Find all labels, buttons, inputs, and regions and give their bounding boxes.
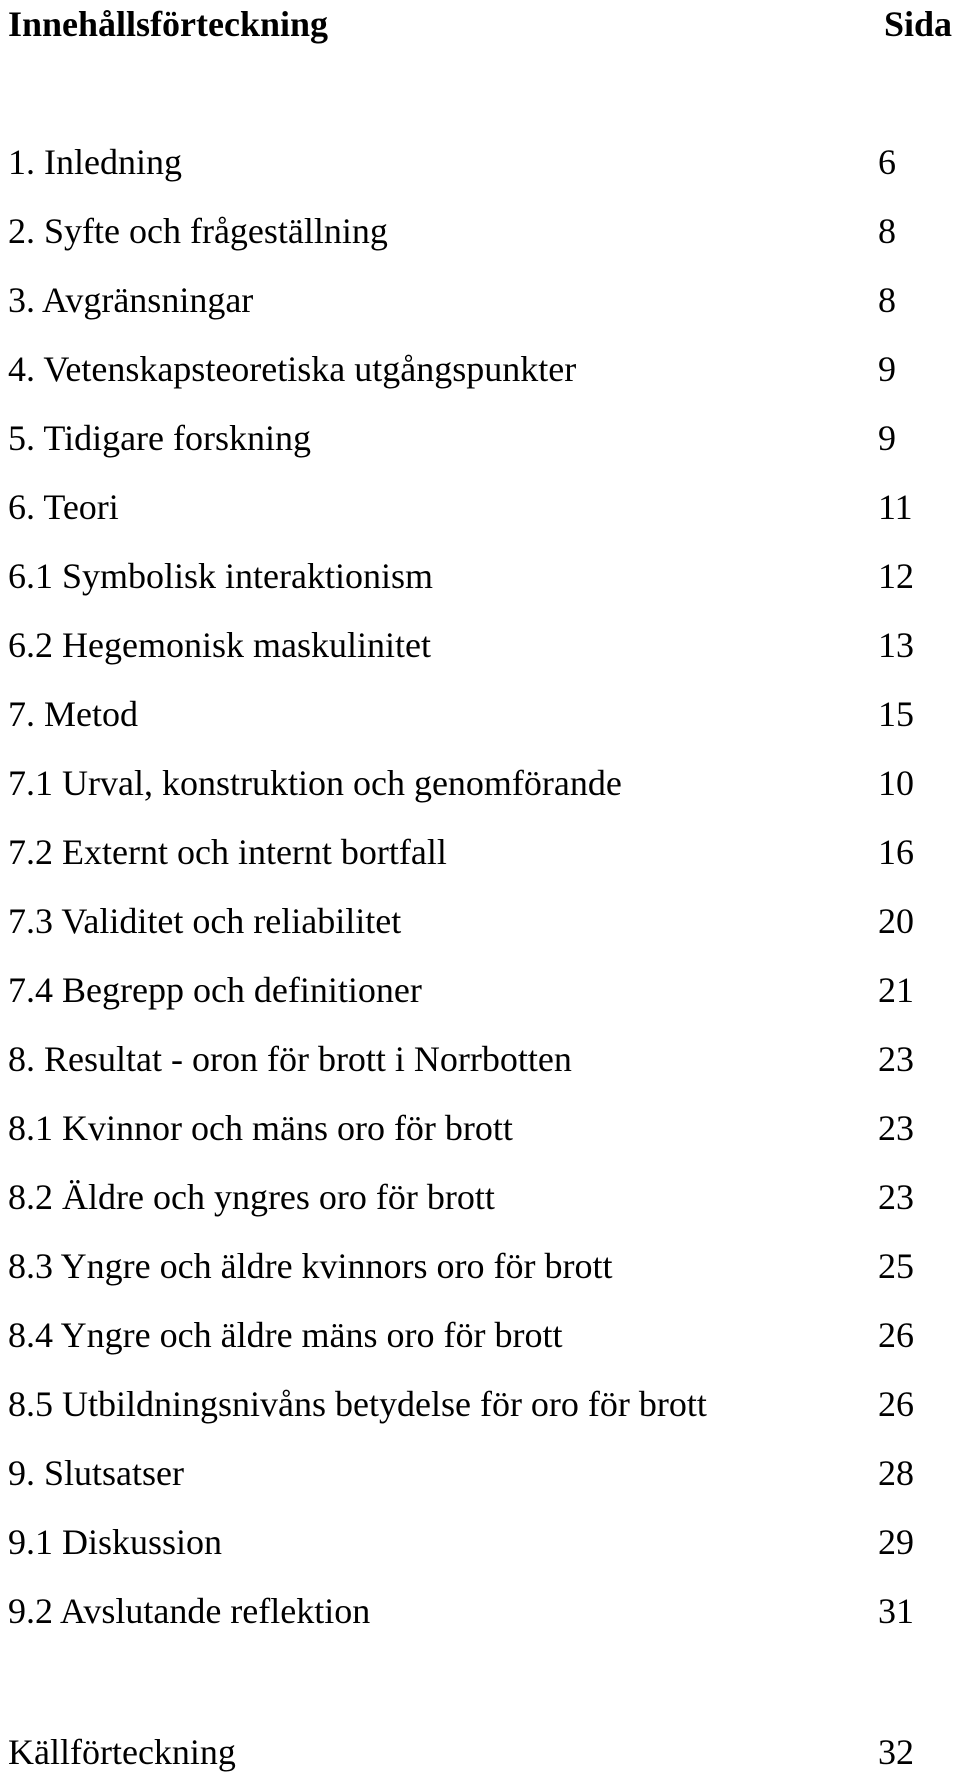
- toc-entry-title: 5. Tidigare forskning: [8, 418, 312, 458]
- toc-entry-title: 7.1 Urval, konstruktion och genomförande: [8, 763, 622, 803]
- toc-entry: [8, 278, 952, 347]
- toc-entry-title: 4. Vetenskapsteoretiska utgångspunkter: [8, 349, 577, 389]
- toc-entry-title: 8.1 Kvinnor och mäns oro för brott: [8, 1108, 513, 1148]
- toc-entry: [8, 1451, 952, 1520]
- toc-entry-page: 20: [878, 901, 914, 941]
- toc-entry-page: 13: [878, 625, 914, 665]
- toc-entry-title: 8.2 Äldre och yngres oro för brott: [8, 1177, 495, 1217]
- toc-entry-page: 8: [878, 280, 896, 320]
- toc-entry: [8, 416, 952, 485]
- toc-entry-title: 8.3 Yngre och äldre kvinnors oro för brott: [8, 1246, 613, 1286]
- toc-entry: [8, 347, 952, 416]
- toc-entry: [8, 209, 952, 278]
- toc-entry-page: 31: [878, 1591, 914, 1631]
- toc-entry: [8, 1520, 952, 1589]
- toc-entry-page: 23: [878, 1039, 914, 1079]
- toc-entry-title: 8.5 Utbildningsnivåns betydelse för oro för brott: [8, 1384, 707, 1424]
- toc-entry-references: [8, 1730, 952, 1774]
- toc-entry-page: 29: [878, 1522, 914, 1562]
- toc-header: [8, 2, 952, 46]
- toc-entry-title: 8.4 Yngre och äldre mäns oro för brott: [8, 1315, 563, 1355]
- toc-entry-page: 26: [878, 1315, 914, 1355]
- page-title: Innehållsförteckning: [8, 4, 329, 44]
- toc-entry-page: 11: [878, 487, 913, 527]
- toc-entry-page: 9: [878, 418, 896, 458]
- toc-entry-page: 8: [878, 211, 896, 251]
- toc-entry-page: 32: [878, 1732, 914, 1772]
- toc-entry-title: Källförteckning: [8, 1732, 236, 1772]
- toc-entry-page: 6: [878, 142, 896, 182]
- toc-entry-page: 10: [878, 763, 914, 803]
- toc-entry: [8, 899, 952, 968]
- toc-entry-title: 3. Avgränsningar: [8, 280, 254, 320]
- toc-entry-page: 28: [878, 1453, 914, 1493]
- toc-entry-title: 9.1 Diskussion: [8, 1522, 223, 1562]
- toc-entry-title: 9.2 Avslutande reflektion: [8, 1591, 371, 1631]
- toc-entry: [8, 1382, 952, 1451]
- toc-entry-title: 9. Slutsatser: [8, 1453, 184, 1493]
- toc-entry-title: 7.3 Validitet och reliabilitet: [8, 901, 402, 941]
- page-column-label: Sida: [883, 4, 952, 44]
- toc-entry: [8, 1106, 952, 1175]
- toc-entry-page: 25: [878, 1246, 914, 1286]
- toc-entry-title: 7. Metod: [8, 694, 138, 734]
- toc-entry: [8, 830, 952, 899]
- toc-entry-title: 1. Inledning: [8, 142, 182, 182]
- toc-entry: [8, 623, 952, 692]
- toc-entry: [8, 140, 952, 209]
- toc-entry: [8, 968, 952, 1037]
- toc-entry-page: 15: [878, 694, 914, 734]
- toc-entry: [8, 1037, 952, 1106]
- toc-entry: [8, 485, 952, 554]
- toc-entry-page: 26: [878, 1384, 914, 1424]
- toc-entry-title: 6.2 Hegemonisk maskulinitet: [8, 625, 431, 665]
- toc-entry-page: 23: [878, 1108, 914, 1148]
- toc-entry-page: 23: [878, 1177, 914, 1217]
- toc-entry: [8, 692, 952, 761]
- toc-entry: [8, 1175, 952, 1244]
- toc-entry: [8, 1589, 952, 1658]
- toc-entry-title: 2. Syfte och frågeställning: [8, 211, 388, 251]
- toc-entry-page: 12: [878, 556, 914, 596]
- toc-entry: [8, 1244, 952, 1313]
- toc-entry: [8, 761, 952, 830]
- toc-entry-title: 6. Teori: [8, 487, 119, 527]
- toc-entry-page: 9: [878, 349, 896, 389]
- toc-entry-page: 21: [878, 970, 914, 1010]
- toc-entry-page: 16: [878, 832, 914, 872]
- toc-entry-title: 7.4 Begrepp och definitioner: [8, 970, 422, 1010]
- toc-entry: [8, 554, 952, 623]
- toc-entry-title: 7.2 Externt och internt bortfall: [8, 832, 447, 872]
- toc-entry-title: 8. Resultat - oron för brott i Norrbotten: [8, 1039, 572, 1079]
- table-of-contents: [8, 140, 952, 1658]
- toc-entry: [8, 1313, 952, 1382]
- toc-entry-title: 6.1 Symbolisk interaktionism: [8, 556, 434, 596]
